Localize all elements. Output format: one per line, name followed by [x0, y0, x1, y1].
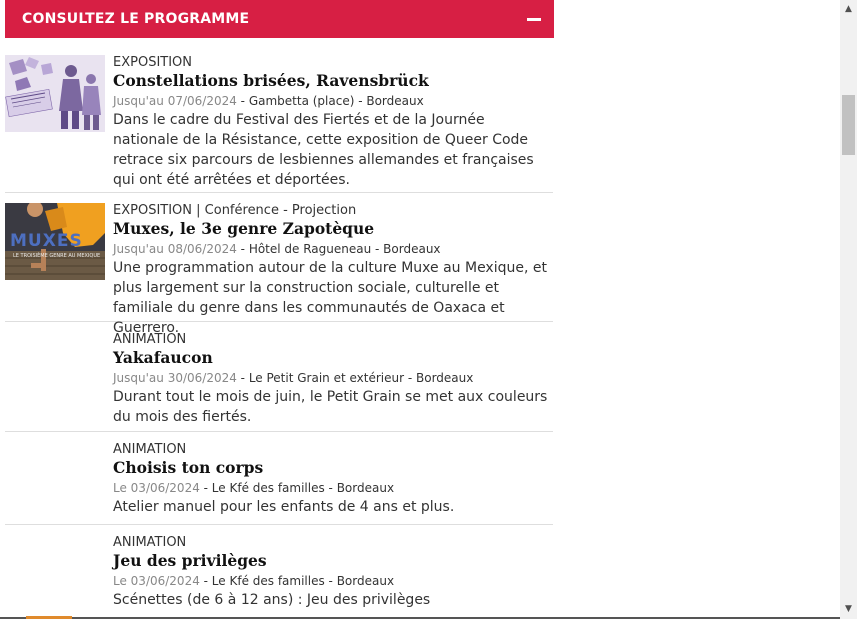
scroll-up-arrow-icon[interactable]: ▲: [845, 3, 852, 14]
event-content: [113, 202, 553, 338]
list-item: [5, 432, 553, 525]
event-location: - Gambetta (place) - Bordeaux: [236, 94, 424, 108]
event-category: ANIMATION: [113, 535, 187, 550]
event-date: Jusqu'au 30/06/2024: [113, 371, 237, 385]
event-description: Atelier manuel pour les enfants de 4 ans et plus.: [113, 499, 455, 515]
event-meta: [113, 93, 553, 109]
event-title[interactable]: Jeu des privilèges: [113, 551, 267, 570]
event-meta: [113, 573, 553, 589]
vertical-scrollbar[interactable]: [840, 0, 857, 619]
event-title[interactable]: Choisis ton corps: [113, 458, 264, 477]
event-date: Le 03/06/2024: [113, 574, 200, 588]
event-meta: [113, 480, 553, 496]
event-thumbnail[interactable]: [5, 203, 105, 280]
exhibition-image-icon: [5, 55, 105, 132]
list-item: [5, 193, 553, 336]
list-item: [5, 525, 553, 618]
event-meta: [113, 241, 553, 257]
event-content: [113, 331, 553, 427]
event-date: Le 03/06/2024: [113, 481, 200, 495]
event-category: EXPOSITION | Conférence - Projection: [113, 203, 357, 218]
scroll-down-arrow-icon[interactable]: ▼: [845, 603, 852, 614]
minus-icon: [527, 18, 541, 21]
list-item: [5, 44, 553, 193]
programme-header[interactable]: [5, 0, 554, 38]
event-title[interactable]: Yakafaucon: [113, 348, 213, 367]
event-description: Scénettes (de 6 à 12 ans) : Jeu des privilèges: [113, 592, 431, 608]
event-category: EXPOSITION: [113, 55, 193, 70]
event-category: ANIMATION: [113, 332, 187, 347]
event-thumbnail[interactable]: [5, 55, 105, 132]
event-title[interactable]: Constellations brisées, Ravensbrück: [113, 71, 429, 90]
scrollbar-thumb[interactable]: [842, 95, 855, 155]
event-list: [5, 44, 553, 618]
event-meta: [113, 370, 553, 386]
event-content: [113, 54, 553, 190]
event-category: ANIMATION: [113, 442, 187, 457]
event-location: - Le Petit Grain et extérieur - Bordeaux: [236, 371, 474, 385]
event-location: - Hôtel de Ragueneau - Bordeaux: [236, 242, 441, 256]
event-title[interactable]: Muxes, le 3e genre Zapotèque: [113, 219, 375, 238]
event-date: Jusqu'au 08/06/2024: [113, 242, 237, 256]
event-content: [113, 441, 553, 517]
header-title: CONSULTEZ LE PROGRAMME: [22, 11, 250, 27]
muxes-poster-icon: [5, 203, 105, 280]
event-description: Durant tout le mois de juin, le Petit Grain se met aux couleurs du mois des fiertés.: [113, 389, 548, 425]
collapse-button[interactable]: [514, 0, 554, 38]
list-item: [5, 322, 553, 432]
event-content: [113, 534, 553, 610]
event-description: Une programmation autour de la culture Muxe au Mexique, et plus largement sur la construction sociale, culturelle et familiale du genre dans les communautés de Oaxaca et Guerrero.: [113, 260, 547, 336]
event-location: - Le Kfé des familles - Bordeaux: [199, 574, 395, 588]
event-date: Jusqu'au 07/06/2024: [113, 94, 237, 108]
svg-text:MUXES: MUXES: [10, 231, 83, 251]
svg-text:LE TROISIÈME GENRE AU MEXIQUE: LE TROISIÈME GENRE AU MEXIQUE: [13, 253, 101, 259]
event-location: - Le Kfé des familles - Bordeaux: [199, 481, 395, 495]
event-description: Dans le cadre du Festival des Fiertés et de la Journée nationale de la Résistance, cette exposition de Queer Code retrace six parcours de lesbiennes allemandes et françaises qui ont été arrêtées et déportées.: [113, 112, 534, 188]
